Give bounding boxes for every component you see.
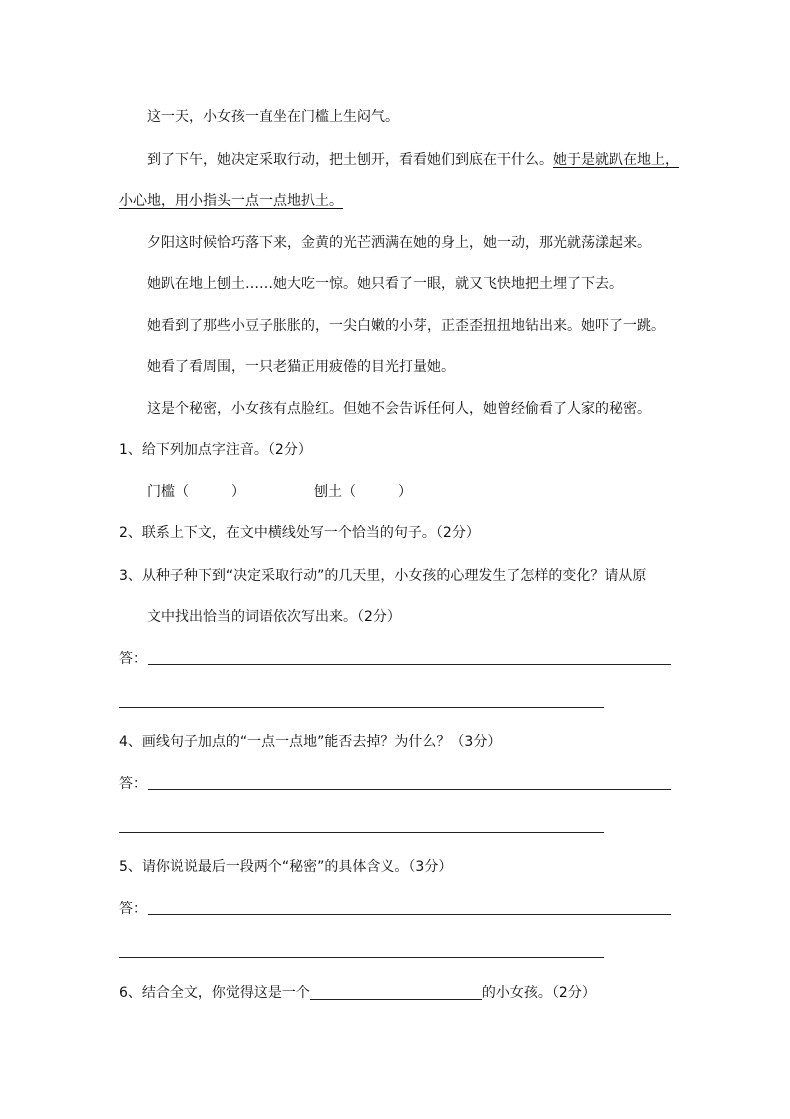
answer-line-3b[interactable]: [119, 707, 604, 708]
answer-line-3a[interactable]: [148, 664, 671, 665]
underlined-sentence-part-1: 她于是就趴在地上，: [553, 152, 679, 168]
question-3-line-1: 3、从种子种下到“决定采取行动”的几天里，小女孩的心理发生了怎样的变化？请从原: [119, 568, 647, 584]
underlined-sentence-part-2: 小心地，用小指头一点一点地扒土。: [119, 193, 343, 209]
question-1-item-b: 刨土（ ）: [314, 484, 412, 500]
question-6-suffix: 的小女孩。（2分）: [481, 985, 596, 1001]
question-2: 2、联系上下文，在文中横线处写一个恰当的句子。（2分）: [119, 525, 480, 541]
question-1-item-a: 门槛（ ）: [147, 484, 245, 500]
passage-paragraph-7: 这是个秘密，小女孩有点脸红。但她不会告诉任何人，她曾经偷看了人家的秘密。: [147, 401, 651, 417]
answer-label-3: 答：: [119, 651, 147, 667]
passage-paragraph-3: 夕阳这时候恰巧落下来，金黄的光芒洒满在她的身上，她一动，那光就荡漾起来。: [147, 235, 651, 251]
passage-paragraph-5: 她看到了那些小豆子胀胀的，一尖白嫩的小芽，正歪歪扭扭地钻出来。她吓了一跳。: [147, 318, 665, 334]
answer-label-4: 答：: [119, 776, 147, 792]
passage-paragraph-6: 她看了看周围，一只老猫正用疲倦的目光打量她。: [147, 359, 455, 375]
passage-paragraph-2-continued: [119, 191, 343, 211]
question-5: 5、请你说说最后一段两个“秘密”的具体含义。（3分）: [119, 859, 453, 875]
question-1: 1、给下列加点字注音。（2分）: [119, 442, 312, 458]
answer-line-5b[interactable]: [119, 957, 604, 958]
answer-line-5a[interactable]: [148, 914, 671, 915]
passage-paragraph-2: [147, 150, 679, 170]
answer-line-4b[interactable]: [119, 832, 604, 833]
answer-label-5: 答：: [119, 901, 147, 917]
question-6: [119, 983, 596, 1003]
question-6-blank[interactable]: [310, 985, 482, 1000]
passage-paragraph-4: 她趴在地上刨土……她大吃一惊。她只看了一眼，就又飞快地把土埋了下去。: [147, 276, 623, 292]
passage-paragraph-1: 这一天，小女孩一直坐在门槛上生闷气。: [147, 109, 399, 125]
answer-line-4a[interactable]: [148, 789, 671, 790]
question-3-line-2: 文中找出恰当的词语依次写出来。（2分）: [147, 609, 401, 625]
question-4: 4、画线句子加点的“一点一点地”能否去掉？为什么？（3分）: [119, 734, 502, 750]
passage-paragraph-2-text: 到了下午，她决定采取行动，把土刨开，看看她们到底在干什么。: [147, 152, 553, 168]
question-6-prefix: 6、结合全文，你觉得这是一个: [119, 985, 310, 1001]
